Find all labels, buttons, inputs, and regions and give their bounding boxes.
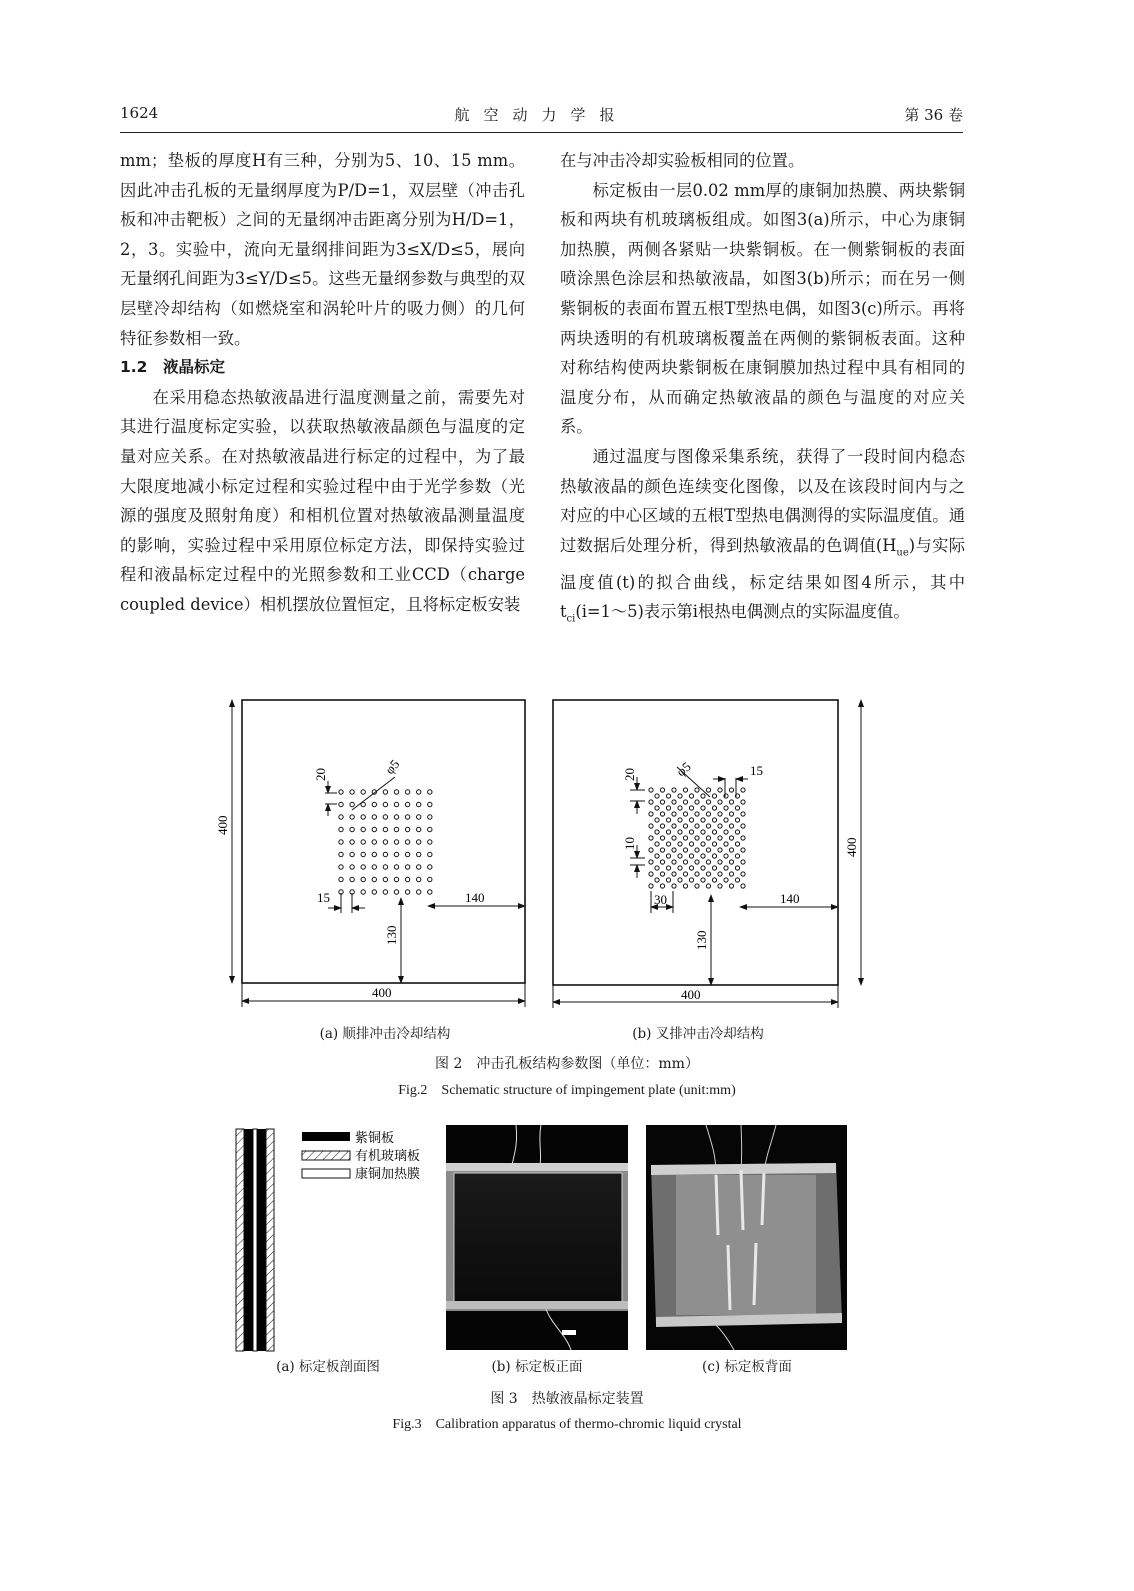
hole [683, 848, 687, 852]
hole [683, 860, 687, 864]
hole [339, 802, 343, 806]
hole [655, 830, 659, 834]
hole [706, 836, 710, 840]
hole [724, 818, 728, 822]
hole [417, 852, 421, 856]
hole [417, 840, 421, 844]
volume-label: 第 36 卷 [904, 106, 963, 124]
hole [361, 815, 365, 819]
hole [695, 884, 699, 888]
hole [660, 860, 664, 864]
hole [660, 812, 664, 816]
hole [706, 860, 710, 864]
hole [417, 865, 421, 869]
hole [706, 848, 710, 852]
hole [394, 802, 398, 806]
hole [655, 854, 659, 858]
hole [428, 840, 432, 844]
hole [701, 866, 705, 870]
hole [350, 802, 354, 806]
hole [350, 827, 354, 831]
hole [678, 818, 682, 822]
hole [678, 794, 682, 798]
hole [729, 872, 733, 876]
hole [417, 802, 421, 806]
hole [666, 794, 670, 798]
hole [712, 842, 716, 846]
hole [649, 824, 653, 828]
fig2a-caption: (a) 顺排冲击冷却结构 [319, 1026, 451, 1042]
hole [712, 818, 716, 822]
hole [735, 866, 739, 870]
hole [350, 815, 354, 819]
hole [428, 890, 432, 894]
hole [712, 794, 716, 798]
hole [735, 806, 739, 810]
hole [729, 860, 733, 864]
hole [706, 824, 710, 828]
text-span: )与实际温度值(t)的拟合曲线，标定结果如图4所示，其中t [560, 535, 965, 622]
hole [706, 812, 710, 816]
hole [729, 836, 733, 840]
hole [695, 812, 699, 816]
hole [724, 866, 728, 870]
hole [683, 824, 687, 828]
hole [729, 800, 733, 804]
hole [405, 877, 409, 881]
hole [394, 790, 398, 794]
hole [729, 812, 733, 816]
hole [718, 800, 722, 804]
hole [689, 854, 693, 858]
hole [672, 812, 676, 816]
hole [350, 865, 354, 869]
hole [361, 865, 365, 869]
hole [724, 830, 728, 834]
hole [666, 830, 670, 834]
legend-heater: 康铜加热膜 [355, 1166, 421, 1181]
hole [372, 827, 376, 831]
hole [417, 827, 421, 831]
hole [655, 842, 659, 846]
hole [724, 806, 728, 810]
dim-400-horizontal: 400 [681, 987, 701, 1002]
hole [655, 866, 659, 870]
hole [689, 866, 693, 870]
fig3-caption-cn: 图 3 热敏液晶标定装置 [490, 1391, 644, 1407]
hole [428, 877, 432, 881]
plate-b [553, 700, 861, 1008]
paragraph: 标定板由一层0.02 mm厚的康铜加热膜、两块紫铜板和两块有机玻璃板组成。如图3(a)所示，中心为康铜加热膜，两侧各紧贴一块紫铜板。在一侧紫铜板的表面喷涂黑色涂层和热敏液晶，如图3(b)所示；而在另一侧紫铜板的表面布置五根T型热电偶，如图3(c)所示。再将两块透明的有机玻璃板覆盖在两侧的紫铜板表面。这种对称结构使两块紫铜板在康铜膜加热过程中具有相同的温度分布，从而确定热敏液晶的颜色与温度的对应关系。 [560, 180, 965, 437]
running-header [120, 104, 963, 133]
hole [383, 815, 387, 819]
hole [683, 836, 687, 840]
hole [655, 806, 659, 810]
hole [666, 842, 670, 846]
hole [724, 854, 728, 858]
hole [649, 836, 653, 840]
hole [712, 830, 716, 834]
hole [649, 788, 653, 792]
hole [672, 860, 676, 864]
hole [683, 872, 687, 876]
hole [735, 830, 739, 834]
hole [649, 884, 653, 888]
subscript: ci [566, 613, 576, 625]
hole [428, 815, 432, 819]
hole [724, 878, 728, 882]
journal-title: 航空动力学报 [454, 106, 629, 124]
hole [741, 872, 745, 876]
paragraph [560, 442, 965, 634]
hole [695, 872, 699, 876]
hole [394, 840, 398, 844]
hole [666, 866, 670, 870]
hole [678, 854, 682, 858]
hole [655, 794, 659, 798]
hole [706, 800, 710, 804]
hole [660, 848, 664, 852]
hole [735, 842, 739, 846]
hole [350, 877, 354, 881]
hole [678, 866, 682, 870]
hole [339, 865, 343, 869]
hole [649, 812, 653, 816]
hole [695, 848, 699, 852]
hole [405, 890, 409, 894]
hole [372, 890, 376, 894]
hole [405, 840, 409, 844]
paragraph: 在采用稳态热敏液晶进行温度测量之前，需要先对其进行温度标定实验，以获取热敏液晶颜色与温度的定量对应关系。在对热敏液晶进行标定的过程中，为了最大限度地减小标定过程和实验过程中由于光学参数（光源的强度及照射角度）和相机位置对热敏液晶测量温度的影响，实验过程中采用原位标定方法，即保持实验过程和液晶标定过程中的光照参数和工业CCD（charge coupled device）相机摆放位置恒定，且将标定板安装 [120, 387, 525, 614]
hole [417, 890, 421, 894]
hole [706, 788, 710, 792]
hole [394, 852, 398, 856]
hole [372, 852, 376, 856]
hole [405, 790, 409, 794]
text-span: 通过温度与图像采集系统，获得了一段时间内稳态热敏液晶的颜色连续变化图像，以及在该段时间内与之对应的中心区域的五根T型热电偶测得的实际温度值。通过数据后处理分析，得到热敏液晶的色调值(H [560, 446, 965, 555]
hole [741, 788, 745, 792]
dim-30: 30 [654, 892, 667, 907]
hole [712, 854, 716, 858]
dim-phi5: φ5 [673, 758, 694, 780]
fig3a-caption: (a) 标定板剖面图 [276, 1359, 380, 1375]
dim-10: 10 [622, 837, 637, 850]
hole [666, 818, 670, 822]
fig3-caption-en: Fig.3 Calibration apparatus of thermo-chromic liquid crystal [392, 1417, 742, 1432]
hole [394, 827, 398, 831]
hole [695, 788, 699, 792]
hole [689, 842, 693, 846]
hole [701, 854, 705, 858]
hole [701, 806, 705, 810]
hole [339, 877, 343, 881]
hole [672, 884, 676, 888]
fig2-caption-en: Fig.2 Schematic structure of impingement plate (unit:mm) [398, 1083, 736, 1098]
plate-a [215, 700, 525, 1007]
legend [302, 1130, 420, 1181]
hole [689, 818, 693, 822]
hole [729, 848, 733, 852]
text-span: (i=1～5)表示第i根热电偶测点的实际温度值。 [575, 602, 910, 622]
dim-130: 130 [694, 930, 709, 950]
dim-140: 140 [465, 890, 485, 905]
hole [428, 790, 432, 794]
hole [361, 790, 365, 794]
hole [361, 827, 365, 831]
hole [718, 860, 722, 864]
hole [372, 877, 376, 881]
hole [666, 854, 670, 858]
dim-400-vertical: 400 [844, 837, 859, 857]
fig2b-caption: (b) 叉排冲击冷却结构 [632, 1026, 764, 1042]
hole [718, 848, 722, 852]
hole [689, 830, 693, 834]
fig3b-caption: (b) 标定板正面 [491, 1359, 583, 1375]
hole [718, 884, 722, 888]
hole [383, 852, 387, 856]
hole [695, 824, 699, 828]
hole [735, 818, 739, 822]
hole [678, 842, 682, 846]
hole [405, 865, 409, 869]
hole [649, 872, 653, 876]
hole [741, 884, 745, 888]
legend-acrylic: 有机玻璃板 [355, 1148, 421, 1163]
hole [718, 812, 722, 816]
hole [706, 884, 710, 888]
hole [361, 852, 365, 856]
dim-400-horizontal: 400 [372, 985, 392, 1000]
hole [660, 884, 664, 888]
hole [672, 836, 676, 840]
hole [741, 848, 745, 852]
hole [735, 878, 739, 882]
hole [718, 836, 722, 840]
hole [394, 815, 398, 819]
dim-20: 20 [622, 768, 637, 781]
section-heading: 1.2 液晶标定 [120, 358, 225, 377]
hole [660, 836, 664, 840]
hole [383, 865, 387, 869]
hole [724, 842, 728, 846]
dim-20: 20 [313, 768, 328, 781]
hole [672, 848, 676, 852]
hole [701, 830, 705, 834]
hole [666, 806, 670, 810]
dim-130: 130 [384, 925, 399, 945]
hole [649, 800, 653, 804]
hole [741, 800, 745, 804]
figure-3-cross-section [230, 1125, 440, 1355]
hole [660, 788, 664, 792]
hole [672, 800, 676, 804]
hole [649, 848, 653, 852]
hole [741, 812, 745, 816]
hole [706, 872, 710, 876]
hole-array-staggered [649, 788, 745, 888]
hole [361, 890, 365, 894]
hole [655, 878, 659, 882]
hole [339, 827, 343, 831]
hole [405, 815, 409, 819]
hole [660, 872, 664, 876]
hole [660, 800, 664, 804]
hole [405, 802, 409, 806]
hole [672, 824, 676, 828]
hole [678, 878, 682, 882]
hole [695, 860, 699, 864]
hole [718, 824, 722, 828]
dim-140: 140 [780, 891, 800, 906]
hole [701, 818, 705, 822]
hole [695, 836, 699, 840]
hole [372, 815, 376, 819]
right-column [560, 146, 965, 634]
hole [361, 840, 365, 844]
legend-copper: 紫铜板 [355, 1130, 395, 1145]
hole [735, 854, 739, 858]
hole [339, 840, 343, 844]
hole [660, 824, 664, 828]
hole [712, 806, 716, 810]
dim-15: 15 [750, 763, 763, 778]
hole [741, 836, 745, 840]
dim-400-vertical: 400 [215, 815, 230, 835]
hole [350, 852, 354, 856]
hole [383, 802, 387, 806]
hole [701, 878, 705, 882]
hole [672, 872, 676, 876]
hole [383, 890, 387, 894]
hole [417, 877, 421, 881]
hole [729, 788, 733, 792]
dim-phi5: φ5 [381, 756, 403, 777]
fig2-caption-cn: 图 2 冲击孔板结构参数图（单位：mm） [435, 1056, 699, 1072]
hole [405, 827, 409, 831]
hole [394, 865, 398, 869]
hole [655, 818, 659, 822]
hole [712, 866, 716, 870]
hole [350, 840, 354, 844]
hole [383, 790, 387, 794]
hole [741, 860, 745, 864]
hole [372, 865, 376, 869]
fig3c-caption: (c) 标定板背面 [702, 1359, 792, 1375]
hole [428, 802, 432, 806]
hole [649, 860, 653, 864]
hole [729, 884, 733, 888]
hole [383, 877, 387, 881]
hole [339, 790, 343, 794]
hole [339, 815, 343, 819]
hole [695, 800, 699, 804]
hole [689, 806, 693, 810]
hole [394, 877, 398, 881]
hole [718, 788, 722, 792]
hole-array-inline [339, 790, 432, 894]
hole [428, 865, 432, 869]
hole [405, 852, 409, 856]
photo-back [646, 1125, 847, 1350]
page-number: 1624 [120, 104, 159, 122]
left-column [120, 146, 525, 620]
hole [383, 840, 387, 844]
hole [678, 806, 682, 810]
hole [689, 878, 693, 882]
hole [383, 827, 387, 831]
paragraph: mm；垫板的厚度H有三种，分别为5、10、15 mm。因此冲击孔板的无量纲厚度为P/D=1，双层壁（冲击孔板和冲击靶板）之间的无量纲冲击距离分别为H/D=1，2，3。实验中，流向无量纲排间距为3≤X/D≤5，展向无量纲孔间距为3≤Y/D≤5。这些无量纲参数与典型的双层壁冷却结构（如燃烧室和涡轮叶片的吸力侧）的几何特征参数相一致。 [120, 151, 525, 348]
hole [666, 878, 670, 882]
subscript: ue [896, 546, 909, 558]
hole [428, 827, 432, 831]
hole [678, 830, 682, 834]
photo-front [446, 1125, 628, 1350]
hole [689, 794, 693, 798]
hole [672, 788, 676, 792]
hole [339, 852, 343, 856]
hole [683, 800, 687, 804]
hole [428, 852, 432, 856]
hole [718, 872, 722, 876]
hole [394, 890, 398, 894]
paragraph: 在与冲击冷却实验板相同的位置。 [560, 151, 805, 170]
hole [417, 790, 421, 794]
hole [350, 790, 354, 794]
dim-15: 15 [317, 890, 330, 905]
hole [361, 877, 365, 881]
hole [712, 878, 716, 882]
hole [741, 824, 745, 828]
hole [683, 884, 687, 888]
hole [417, 815, 421, 819]
hole [729, 824, 733, 828]
figure-2-diagram [215, 695, 875, 1020]
hole [683, 812, 687, 816]
hole [683, 788, 687, 792]
hole [372, 802, 376, 806]
hole [372, 840, 376, 844]
hole [701, 842, 705, 846]
hole [701, 794, 705, 798]
